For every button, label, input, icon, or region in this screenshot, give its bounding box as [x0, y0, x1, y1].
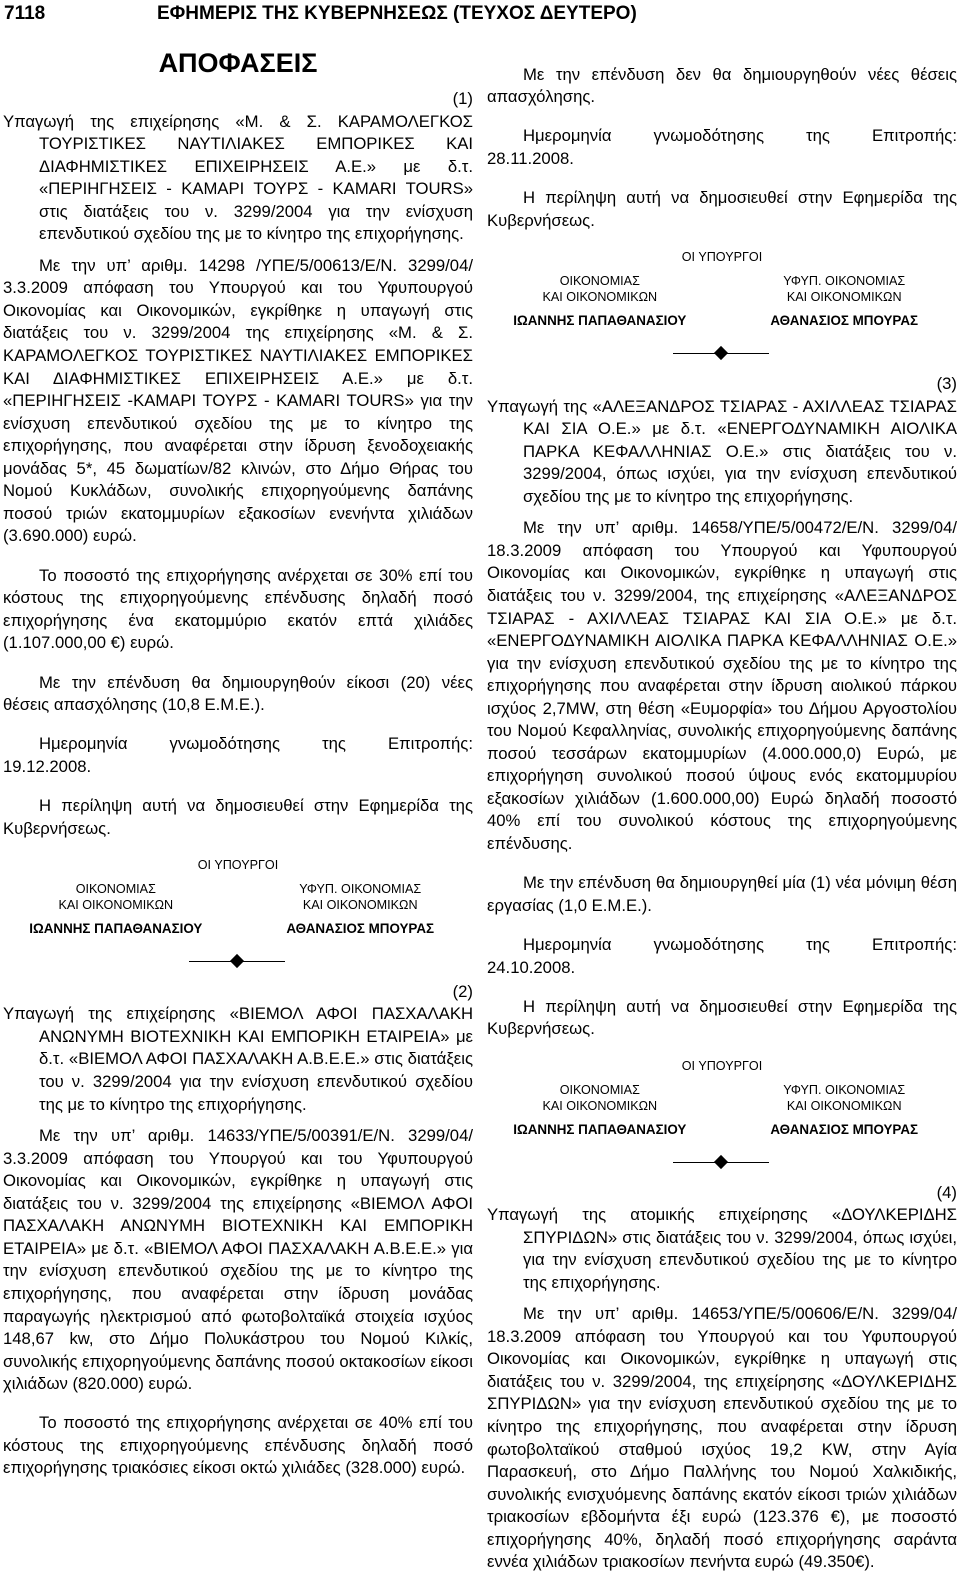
signature-left — [487, 1082, 713, 1138]
decision-number: (2) — [452, 981, 473, 1001]
signature-right-title: ΥΦΥΠ. ΟΙΚΟΝΟΜΙΑΣ — [299, 881, 422, 896]
signature-left-title: ΚΑΙ ΟΙΚΟΝΟΜΙΚΩΝ — [542, 290, 658, 305]
publication-note: Η περίληψη αυτή να δημοσιευθεί στην Εφημερίδα της Κυβερνήσεως. — [487, 996, 957, 1039]
signature-right-title: ΚΑΙ ΟΙΚΟΝΟΜΙΚΩΝ — [786, 1098, 902, 1113]
signature-heading: ΟΙ ΥΠΟΥΡΓΟΙ — [681, 1058, 763, 1073]
signature-left — [3, 881, 229, 937]
signature-right-title: ΚΑΙ ΟΙΚΟΝΟΜΙΚΩΝ — [302, 897, 418, 912]
signature-right-title: ΥΦΥΠ. ΟΙΚΟΝΟΜΙΑΣ — [783, 274, 906, 289]
signature-left-title: ΟΙΚΟΝΟΜΙΑΣ — [559, 1082, 640, 1097]
separator-ornament — [487, 343, 957, 365]
decision-paragraph: Με την επένδυση θα δημιουργηθεί μία (1) νέα μόνιμη θέση εργασίας (1,0 Ε.Μ.Ε.). — [487, 873, 957, 915]
signature-right-name: ΑΘΑΝΑΣΙΟΣ ΜΠΟΥΡΑΣ — [770, 1121, 919, 1137]
decision-number: (1) — [452, 89, 473, 108]
publication-note: Η περίληψη αυτή να δημοσιευθεί στην Εφημερίδα της Κυβερνήσεως. — [487, 188, 957, 230]
signature-left-title: ΟΙΚΟΝΟΜΙΑΣ — [75, 881, 156, 896]
signature-left-title: ΚΑΙ ΟΙΚΟΝΟΜΙΚΩΝ — [542, 1098, 658, 1113]
signature-block — [487, 249, 957, 329]
diamond-icon — [714, 346, 728, 360]
signature-left-name: ΙΩΑΝΝΗΣ ΠΑΠΑΘΑΝΑΣΙΟΥ — [513, 313, 687, 329]
decision-number: (4) — [936, 1182, 957, 1202]
decision-paragraph: Με την επένδυση θα δημιουργηθούν είκοσι (20) νέες θέσεις απασχόλησης (10,8 Ε.Μ.Ε.). — [3, 672, 473, 715]
signature-right-title: ΚΑΙ ΟΙΚΟΝΟΜΙΚΩΝ — [786, 290, 902, 305]
separator-ornament — [487, 1152, 957, 1174]
signature-left-title: ΚΑΙ ΟΙΚΟΝΟΜΙΚΩΝ — [58, 897, 174, 912]
running-title: ΕΦΗΜΕΡΙΣ ΤΗΣ ΚΥΒΕΡΝΗΣΕΩΣ (ΤΕΥΧΟΣ ΔΕΥΤΕΡΟ) — [157, 3, 637, 24]
signature-heading: ΟΙ ΥΠΟΥΡΓΟΙ — [197, 857, 279, 872]
signature-left — [487, 273, 713, 329]
signature-right — [731, 1082, 957, 1138]
signature-block — [487, 1058, 957, 1138]
signature-left-name: ΙΩΑΝΝΗΣ ΠΑΠΑΘΑΝΑΣΙΟΥ — [513, 1121, 687, 1137]
decision-subject: Υπαγωγή της ατομικής επιχείρησης «ΔΟΥΛΚΕΡΙΔΗΣ ΣΠΥΡΙΔΩΝ» στις διατάξεις του ν. 3299/2004, όπως ισχύει, για την ενίσχυση επενδυτικού σχεδίου της με το κίνητρο της επιχορήγησης. — [487, 1205, 957, 1292]
separator-ornament — [3, 951, 473, 973]
decision-paragraph: Με την επένδυση δεν θα δημιουργηθούν νέες θέσεις απασχόλησης. — [487, 64, 957, 107]
decision-paragraph: Με την υπ’ αριθμ. 14633/ΥΠΕ/5/00391/Ε/Ν. 3299/04/ 3.3.2009 απόφαση του Υπουργού και του Υφυπουργού Οικονομίας και Οικονομικών, εγκρίθηκε η υπαγωγή στις διατάξεις του ν. 3299/2004 της επιχείρησης «ΒΙΕΜΟΛ ΑΦΟΙ ΠΑΣΧΑΛΑΚΗ ΑΝΩΝΥΜΗ ΒΙΟΤΕΧΝΙΚΗ ΚΑΙ ΕΜΠΟΡΙΚΗ ΕΤΑΙΡΕΙΑ» με δ.τ. «ΒΙΕΜΟΛ ΑΦΟΙ ΠΑΣΧΑΛΑΚΗ Α.Β.Ε.Ε.» για την ενίσχυση επενδυτικού σχεδίου της με το κίνητρο της επιχορήγησης, που αναφέρεται στην ίδρυση μονάδας παραγωγής ηλεκτρισμού από φωτοβολταϊκά στοιχεία ισχύος 148,67 kw, στο Δήμο Πολυκάστρου του Νομού Κιλκίς, συνολικής επιχορηγούμενης δαπάνης ποσού οκτακοσίων είκοσι χιλιάδων (820.000) ευρώ. — [3, 1126, 473, 1394]
committee-date: 24.10.2008. — [487, 957, 576, 977]
decision-number: (3) — [936, 374, 957, 394]
signature-block — [3, 857, 473, 937]
committee-date-label: Ημερομηνία γνωμοδότησης της Επιτροπής: — [523, 126, 957, 146]
signature-left-name: ΙΩΑΝΝΗΣ ΠΑΠΑΘΑΝΑΣΙΟΥ — [29, 920, 203, 936]
publication-note: Η περίληψη αυτή να δημοσιευθεί στην Εφημερίδα της Κυβερνήσεως. — [3, 796, 473, 838]
right-column — [487, 47, 957, 1572]
decision-subject: Υπαγωγή της επιχείρησης «ΒΙΕΜΟΛ ΑΦΟΙ ΠΑΣΧΑΛΑΚΗ ΑΝΩΝΥΜΗ ΒΙΟΤΕΧΝΙΚΗ ΚΑΙ ΕΜΠΟΡΙΚΗ ΕΤΑΙΡΕΙΑ» με δ.τ. «ΒΙΕΜΟΛ ΑΦΟΙ ΠΑΣΧΑΛΑΚΗ Α.Β.Ε.Ε.» στις διατάξεις του ν. 3299/2004 για την ενίσχυση επενδυτικού σχεδίου της με το κίνητρο της επιχορήγησης. — [3, 1004, 473, 1114]
committee-date-label: Ημερομηνία γνωμοδότησης της Επιτροπής: — [523, 934, 957, 954]
diamond-icon — [230, 954, 244, 968]
decision-paragraph: Με την υπ’ αριθμ. 14653/ΥΠΕ/5/00606/Ε/Ν. 3299/04/ 18.3.2009 απόφαση του Υπουργού και του Υφυπουργού Οικονομίας και Οικονομικών, εγκρίθηκε η υπαγωγή στις διατάξεις του ν. 3299/2004, της επιχείρησης «ΔΟΥΛΚΕΡΙΔΗΣ ΣΠΥΡΙΔΩΝ» για την ενίσχυση επενδυτικού σχεδίου της με το κίνητρο της επιχορήγησης, που αναφέρεται στην ίδρυση φωτοβολταϊκού σταθμού ισχύος 19,2 KW, στην Αγία Παρασκευή, στο Δήμο Παλλήνης του Νομού Χαλκιδικής, συνολικής ενισχυόμενης δαπάνης εκατόν είκοσι τριών χιλιάδων τριακοσίων εβδομήντα έξι ευρώ (123.376 €), με ποσοστό επιχορήγησης 40%, δηλαδή ποσό επιχορήγησης σαράντα εννέα χιλιάδων τριακοσίων πενήντα ευρώ (49.350€). — [487, 1304, 957, 1572]
decision-subject: Υπαγωγή της επιχείρησης «Μ. & Σ. ΚΑΡΑΜΟΛΕΓΚΟΣ ΤΟΥΡΙΣΤΙΚΕΣ ΝΑΥΤΙΛΙΑΚΕΣ ΕΜΠΟΡΙΚΕΣ ΚΑΙ ΔΙΑΦΗΜΙΣΤΙΚΕΣ ΕΠΙΧΕΙΡΗΣΕΙΣ Α.Ε.» με δ.τ. «ΠΕΡΙΗΓΗΣΕΙΣ - ΚΑΜΑΡΙ ΤΟΥΡΣ - KAMARI TOURS» στις διατάξεις του ν. 3299/2004 για την ενίσχυση επενδυτικού σχεδίου της με το κίνητρο της επιχορήγησης. — [3, 111, 473, 244]
left-column — [3, 44, 473, 1478]
decision-paragraph: Με την υπ’ αριθμ. 14658/ΥΠΕ/5/00472/Ε/Ν. 3299/04/ 18.3.2009 απόφαση του Υπουργού και Υφυπουργού Οικονομίας και Οικονομικών, εγκρίθηκε η υπαγωγή στις διατάξεις του ν. 3299/2004, της επιχείρησης «ΑΛΕΞΑΝΔΡΟΣ ΤΣΙΑΡΑΣ - ΑΧΙΛΛΕΑΣ ΤΣΙΑΡΑΣ ΚΑΙ ΣΙΑ Ο.Ε.» με δ.τ. «ΕΝΕΡΓΟΔΥΝΑΜΙΚΗ ΑΙΟΛΙΚΑ ΠΑΡΚΑ ΚΕΦΑΛΛΗΝΙΑΣ Ο.Ε.» για την ενίσχυση επενδυτικού σχεδίου της με το κίνητρο της επιχορήγησης που αναφέρεται στην ίδρυση αιολικού πάρκου ισχύος 2,7MW, στη θέση «Ευμορφία» του Δήμου Αργοστολίου του Νομού Κεφαλληνίας, συνολικής επιχορηγούμενης δαπάνης ποσού τεσσάρων εκατομμυρίων (4.000.000,0) Ευρώ, με επιχορήγηση συνολικού ποσού ύψους ενός εκατομμυρίου εξακοσίων χιλιάδων (1.600.000,00) Ευρώ δηλαδή ποσοστό 40% επί του συνολικού κόστους της επιχορηγούμενης επένδυσης. — [487, 518, 957, 853]
signature-heading: ΟΙ ΥΠΟΥΡΓΟΙ — [681, 250, 763, 265]
decision-subject: Υπαγωγή της «ΑΛΕΞΑΝΔΡΟΣ ΤΣΙΑΡΑΣ - ΑΧΙΛΛΕΑΣ ΤΣΙΑΡΑΣ ΚΑΙ ΣΙΑ Ο.Ε.» με δ.τ. «ΕΝΕΡΓΟΔΥΝΑΜΙΚΗ ΑΙΟΛΙΚΑ ΠΑΡΚΑ ΚΕΦΑΛΛΗΝΙΑΣ Ο.Ε.» στις διατάξεις του ν. 3299/2004, όπως ισχύει, για την ενίσχυση επενδυτικού σχεδίου της με το κίνητρο της επιχορήγησης. — [487, 396, 957, 506]
signature-right-name: ΑΘΑΝΑΣΙΟΣ ΜΠΟΥΡΑΣ — [286, 920, 435, 936]
decision-paragraph: Με την υπ’ αριθμ. 14298 /ΥΠΕ/5/00613/Ε/Ν. 3299/04/ 3.3.2009 απόφαση του Υπουργού και του Υφυπουργού Οικονομίας και Οικονομικών, εγκρίθηκε η υπαγωγή στις διατάξεις του ν. 3299/2004 της επιχείρησης «Μ. & Σ. ΚΑΡΑΜΟΛΕΓΚΟΣ ΤΟΥΡΙΣΤΙΚΕΣ ΝΑΥΤΙΛΙΑΚΕΣ ΕΜΠΟΡΙΚΕΣ ΚΑΙ ΔΙΑΦΗΜΙΣΤΙΚΕΣ ΕΠΙΧΕΙΡΗΣΕΙΣ Α.Ε.» με δ.τ. «ΠΕΡΙΗΓΗΣΕΙΣ -ΚΑΜΑΡΙ ΤΟΥΡΣ - KAMARI TOURS» για την ενίσχυση επενδυτικού σχεδίου της με το κίνητρο της επιχορήγησης, που αναφέρεται στην ίδρυση ξενοδοχειακής μονάδας 5*, 45 δωματίων/82 κλινών, στο Δήμο Θήρας του Νομού Κυκλάδων, συνολικής επιχορηγούμενης δαπάνης ποσού τριών εκατομμυρίων εξακοσίων ενενήντα χιλιάδων (3.690.000) ευρώ. — [3, 255, 473, 546]
committee-date-label: Ημερομηνία γνωμοδότησης της Επιτροπής: — [39, 734, 473, 754]
signature-right-title: ΥΦΥΠ. ΟΙΚΟΝΟΜΙΑΣ — [783, 1082, 906, 1097]
decision-paragraph: Το ποσοστό της επιχορήγησης ανέρχεται σε 30% επί του κόστους της επιχορηγούμενης επένδυσης δηλαδή ποσό επιχορήγησης ένα εκατομμύριο εκατόν επτά χιλιάδες (1.107.000,00 €) ευρώ. — [3, 565, 473, 653]
committee-date: 28.11.2008. — [487, 149, 574, 169]
signature-left-title: ΟΙΚΟΝΟΜΙΑΣ — [559, 274, 640, 289]
committee-date: 19.12.2008. — [3, 756, 92, 776]
section-title: ΑΠΟΦΑΣΕΙΣ — [158, 48, 318, 78]
diamond-icon — [714, 1154, 728, 1168]
signature-right-name: ΑΘΑΝΑΣΙΟΣ ΜΠΟΥΡΑΣ — [770, 313, 919, 329]
decision-paragraph: Το ποσοστό της επιχορήγησης ανέρχεται σε 40% επί του κόστους της επιχορηγούμενης επένδυσης δηλαδή ποσό επιχορήγησης τριακόσιες είκοσι οκτώ χιλιάδες (328.000) ευρώ. — [3, 1413, 473, 1478]
signature-right — [247, 881, 473, 937]
signature-right — [731, 273, 957, 329]
page-number: 7118 — [4, 3, 46, 24]
